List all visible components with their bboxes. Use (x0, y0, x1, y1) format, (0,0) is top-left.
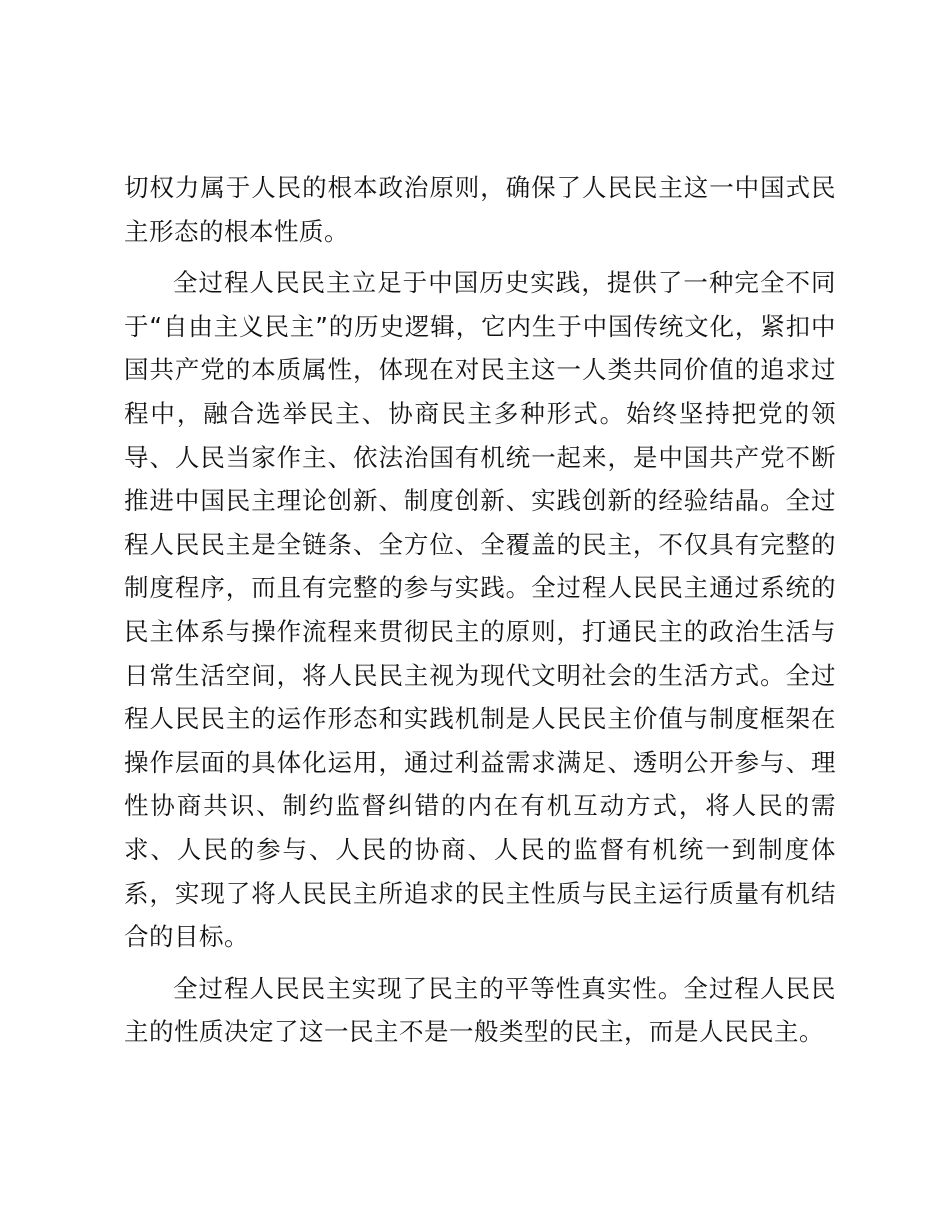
paragraph-continuation: 切权力属于人民的根本政治原则，确保了人民民主这一中国式民主形态的根本性质。 (124, 173, 836, 246)
paragraph-equality-authenticity: 全过程人民民主实现了民主的平等性真实性。全过程人民民主的性质决定了这一民主不是一般类型的民主，而是人民民主。 (124, 973, 836, 1047)
document-body (124, 166, 836, 1062)
paragraph-whole-process-democracy: 全过程人民民主立足于中国历史实践，提供了一种完全不同于“自由主义民主”的历史逻辑，它内生于中国传统文化，紧扣中国共产党的本质属性，体现在对民主这一人类共同价值的追求过程中，融合选举民主、协商民主多种形式。始终坚持把党的领导、人民当家作主、依法治国有机统一起来，是中国共产党不断推进中国民主理论创新、制度创新、实践创新的经验结晶。全过程人民民主是全链条、全方位、全覆盖的民主，不仅具有完整的制度程序，而且有完整的参与实践。全过程人民民主通过系统的民主体系与操作流程来贯彻民主的原则，打通民主的政治生活与日常生活空间，将人民民主视为现代文明社会的生活方式。全过程人民民主的运作形态和实践机制是人民民主价值与制度框架在操作层面的具体化运用，通过利益需求满足、透明公开参与、理性协商共识、制约监督纠错的内在有机互动方式，将人民的需求、人民的参与、人民的协商、人民的监督有机统一到制度体系，实现了将人民民主所追求的民主性质与民主运行质量有机结合的目标。 (124, 268, 836, 952)
